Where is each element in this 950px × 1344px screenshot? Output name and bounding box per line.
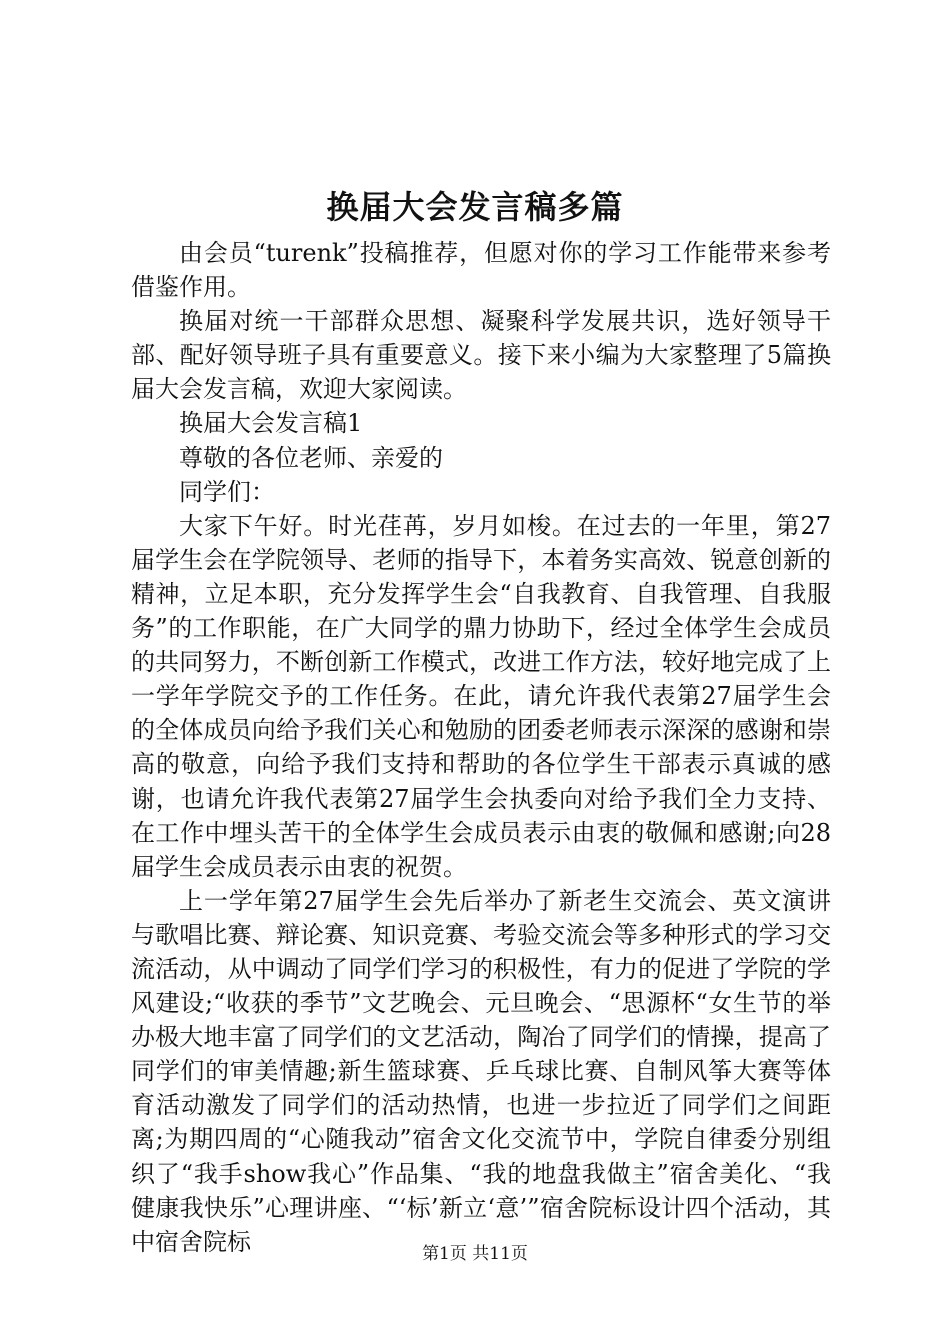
summary-paragraph: 换届对统一干部群众思想、凝聚科学发展共识，选好领导干部、配好领导班子具有重要意义。接下来小编为大家整理了5篇换届大会发言稿，欢迎大家阅读。 <box>131 307 831 404</box>
body-paragraph: 大家下午好。时光荏苒，岁月如梭。在过去的一年里，第27届学生会在学院领导、老师的指导下，本着务实高效、锐意创新的精神，立足本职，充分发挥学生会“自我教育、自我管理、自我服务”的工作职能，在广大同学的鼎力协助下，经过全体学生会成员的共同努力，不断创新工作模式，改进工作方法，较好地完成了上一学年学院交予的工作任务。在此，请允许我代表第27届学生会的全体成员向给予我们关心和勉励的团委老师表示深深的感谢和崇高的敬意，向给予我们支持和帮助的各位学生干部表示真诚的感谢，也请允许我代表第27届学生会执委向对给予我们全力支持、在工作中埋头苦干的全体学生会成员表示由衷的敬佩和感谢;向28届学生会成员表示由衷的祝贺。 <box>131 511 831 881</box>
salutation-line-2: 同学们： <box>179 477 275 506</box>
page-footer: 第1页 共11页 <box>422 1244 528 1264</box>
document-body <box>131 236 831 1259</box>
salutation-line: 尊敬的各位老师、亲爱的 <box>179 443 443 472</box>
section-heading: 换届大会发言稿1 <box>179 409 363 438</box>
document-title: 换届大会发言稿多篇 <box>326 188 624 226</box>
body-paragraph: 上一学年第27届学生会先后举办了新老生交流会、英文演讲与歌唱比赛、辩论赛、知识竞赛、考验交流会等多种形式的学习交流活动，从中调动了同学们学习的积极性，有力的促进了学院的学风建设;“收获的季节”文艺晚会、元旦晚会、“思源杯“女生节的举办极大地丰富了同学们的文艺活动，陶冶了同学们的情操，提高了同学们的审美情趣;新生篮球赛、乒乓球比赛、自制风筝大赛等体育活动激发了同学们的活动热情，也进一步拉近了同学们之间距离;为期四周的“心随我动”宿舍文化交流节中，学院自律委分别组织了“我手show我心”作品集、“我的地盘我做主”宿舍美化、“我健康我快乐”心理讲座、“‘标’新立‘意’”宿舍院标设计四个活动，其中宿舍院标 <box>131 886 831 1256</box>
intro-paragraph: 由会员“turenk”投稿推荐，但愿对你的学习工作能带来参考借鉴作用。 <box>131 239 831 302</box>
